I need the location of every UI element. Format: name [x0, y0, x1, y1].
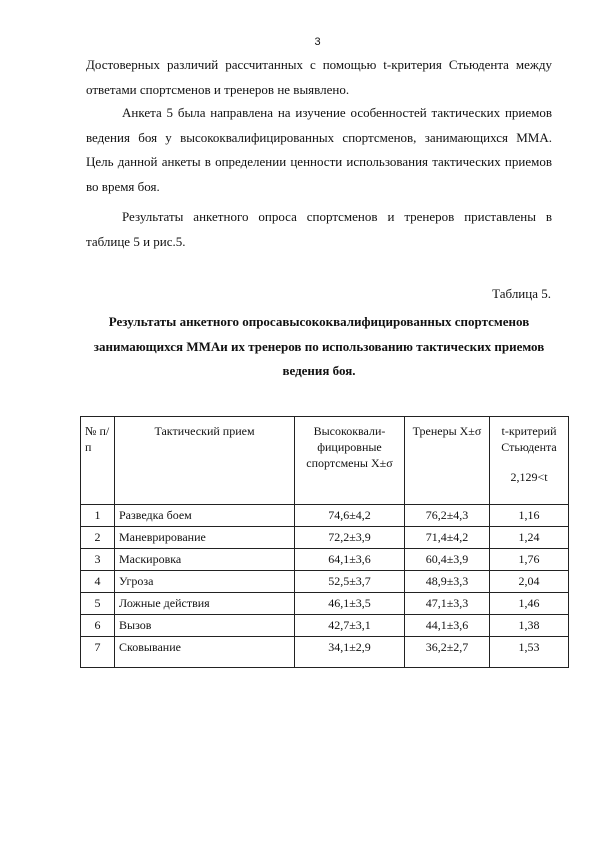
paragraph-1: [86, 53, 552, 102]
cell-coaches: 76,2±4,3: [405, 505, 490, 527]
table-header-row: [81, 417, 569, 505]
cell-num: 7: [81, 637, 115, 668]
cell-athletes: 64,1±3,6: [295, 549, 405, 571]
cell-t-value: 2,04: [490, 571, 569, 593]
paragraph-3-text: Результаты анкетного опроса спортсменов и тренеров приставлены в таблице 5 и рис.5.: [86, 209, 552, 249]
header-t-test-label: t-критерий Стьюдента: [501, 424, 557, 454]
cell-coaches: 60,4±3,9: [405, 549, 490, 571]
cell-t-value: 1,53: [490, 637, 569, 668]
table-row: [81, 571, 569, 593]
cell-technique: Ложные действия: [115, 593, 295, 615]
table-row: [81, 505, 569, 527]
table-row: [81, 637, 569, 668]
cell-technique: Сковывание: [115, 637, 295, 668]
cell-athletes: 42,7±3,1: [295, 615, 405, 637]
cell-technique: Разведка боем: [115, 505, 295, 527]
table-row: [81, 593, 569, 615]
results-table: [80, 416, 569, 668]
header-athletes: Высококвали-фицировные спортсмены Х±σ: [295, 417, 405, 505]
cell-num: 2: [81, 527, 115, 549]
table-row: [81, 615, 569, 637]
cell-athletes: 52,5±3,7: [295, 571, 405, 593]
paragraph-2: [86, 101, 552, 199]
cell-num: 6: [81, 615, 115, 637]
cell-athletes: 74,6±4,2: [295, 505, 405, 527]
cell-coaches: 44,1±3,6: [405, 615, 490, 637]
paragraph-1-text: Достоверных различий рассчитанных с помощью t-критерия Стьюдента между ответами спортсменов и тренеров не выявлено.: [86, 57, 552, 97]
cell-num: 1: [81, 505, 115, 527]
cell-t-value: 1,46: [490, 593, 569, 615]
table-row: [81, 527, 569, 549]
header-technique: Тактический прием: [115, 417, 295, 505]
cell-athletes: 72,2±3,9: [295, 527, 405, 549]
cell-technique: Маневрирование: [115, 527, 295, 549]
header-coaches: Тренеры Х±σ: [405, 417, 490, 505]
cell-technique: Угроза: [115, 571, 295, 593]
header-t-value: 2,129<t: [510, 470, 548, 484]
cell-t-value: 1,76: [490, 549, 569, 571]
cell-t-value: 1,16: [490, 505, 569, 527]
page-number: 3: [314, 36, 321, 48]
cell-technique: Вызов: [115, 615, 295, 637]
header-t-test: [490, 417, 569, 505]
cell-num: 5: [81, 593, 115, 615]
paragraph-2-text: Анкета 5 была направлена на изучение особенностей тактических приемов ведения боя у высококвалифицированных спортсменов, занимающихся ММА. Цель данной анкеты в определении ценности использования тактических приемов во время боя.: [86, 105, 552, 194]
cell-technique: Маскировка: [115, 549, 295, 571]
paragraph-3: [86, 205, 552, 254]
cell-coaches: 71,4±4,2: [405, 527, 490, 549]
table-label: Таблица 5.: [492, 286, 551, 301]
cell-athletes: 34,1±2,9: [295, 637, 405, 668]
table-title: Результаты анкетного опросавысококвалифицированных спортсменов занимающихся ММАи их тренеров по использованию тактических приемов ведения боя.: [93, 314, 545, 378]
cell-coaches: 47,1±3,3: [405, 593, 490, 615]
cell-athletes: 46,1±3,5: [295, 593, 405, 615]
cell-t-value: 1,24: [490, 527, 569, 549]
cell-coaches: 48,9±3,3: [405, 571, 490, 593]
cell-num: 4: [81, 571, 115, 593]
table-row: [81, 549, 569, 571]
header-num: № п/п: [81, 417, 115, 505]
cell-coaches: 36,2±2,7: [405, 637, 490, 668]
cell-t-value: 1,38: [490, 615, 569, 637]
cell-num: 3: [81, 549, 115, 571]
